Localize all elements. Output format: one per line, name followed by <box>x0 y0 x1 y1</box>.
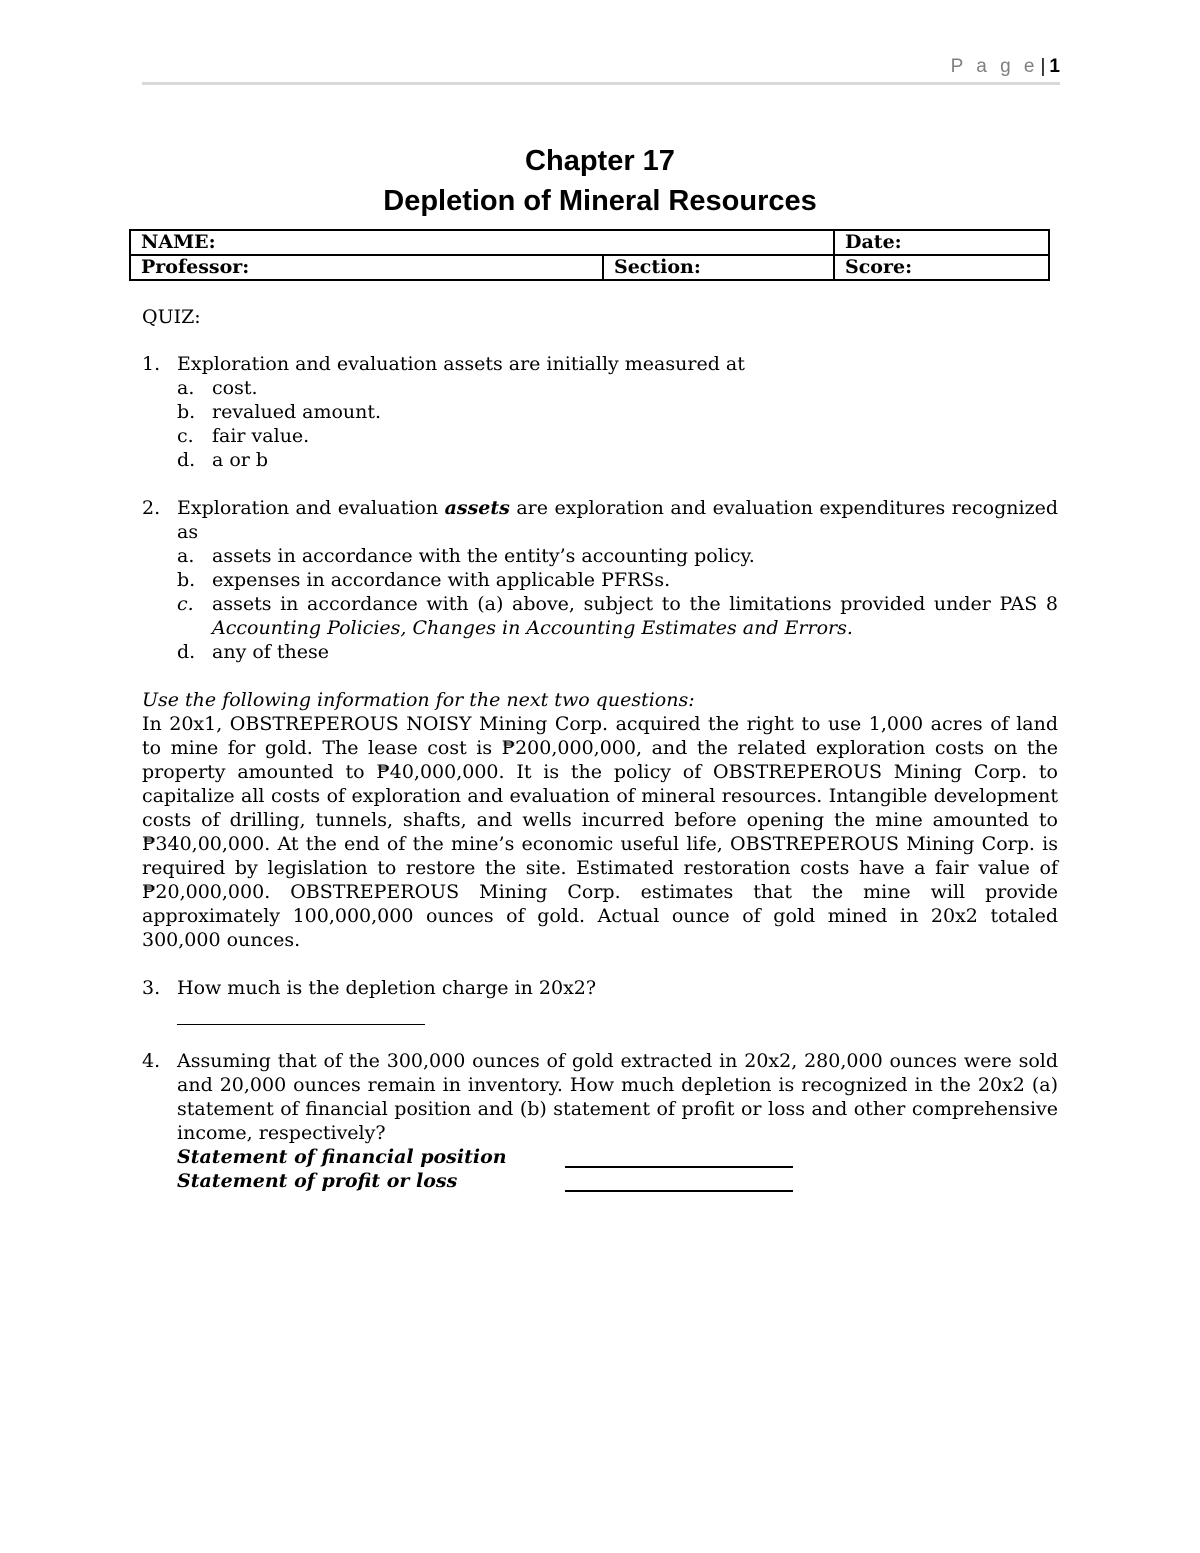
name-field[interactable]: NAME: <box>130 230 834 255</box>
option-letter: c. <box>177 593 194 615</box>
option-text: cost. <box>212 377 258 399</box>
option-b[interactable] <box>177 400 1058 424</box>
answer-line[interactable] <box>565 1190 793 1192</box>
question-text: Exploration and evaluation assets are initially measured at <box>177 353 745 375</box>
professor-field[interactable]: Professor: <box>130 255 603 280</box>
option-letter: b. <box>177 569 196 591</box>
score-field[interactable]: Score: <box>834 255 1049 280</box>
answer-line[interactable] <box>177 1000 425 1025</box>
question-1-options <box>142 376 1058 472</box>
option-italic-text: Accounting Policies, Changes in Accounting Estimates and Errors. <box>212 617 853 639</box>
option-b[interactable] <box>177 568 1058 592</box>
option-text: fair value. <box>212 425 310 447</box>
option-text: assets in accordance with (a) above, subject to the limitations provided under PAS 8 <box>212 593 1058 615</box>
info-paragraph: In 20x1, OBSTREPEROUS NOISY Mining Corp. acquired the right to use 1,000 acres of land to mine for gold. The lease cost is ₱200,000,000, and the related exploration costs on the property amounted to ₱40,000,000. It is the policy of OBSTREPEROUS Mining Corp. to capitalize all costs of exploration and evaluation of mineral resources. Intangible development costs of drilling, tunnels, shafts, and wells incurred before opening the mine amounted to ₱340,00,000. At the end of the mine’s economic useful life, OBSTREPEROUS Mining Corp. is required by legislation to restore the site. Estimated restoration costs have a fair value of ₱20,000,000. OBSTREPEROUS Mining Corp. estimates that the mine will provide approximately 100,000,000 ounces of gold. Actual ounce of gold mined in 20x2 totaled 300,000 ounces. <box>142 713 1058 951</box>
option-a[interactable] <box>177 376 1058 400</box>
page-header <box>142 56 1060 85</box>
option-c[interactable] <box>177 592 1058 640</box>
question-text-after: are exploration and evaluation expenditures recognized as <box>177 497 1058 543</box>
chapter-subject: Depletion of Mineral Resources <box>383 185 817 217</box>
option-c[interactable] <box>177 424 1058 448</box>
option-text: any of these <box>212 641 329 663</box>
question-4 <box>142 1049 1058 1145</box>
info-heading: Use the following information for the next two questions: <box>142 689 695 711</box>
option-text: a or b <box>212 449 269 471</box>
option-letter: d. <box>177 449 196 471</box>
question-number: 1. <box>142 353 161 375</box>
statement-label: Statement of profit or loss <box>177 1170 458 1192</box>
question-number: 2. <box>142 497 161 519</box>
option-d[interactable] <box>177 448 1058 472</box>
option-letter: d. <box>177 641 196 663</box>
question-1 <box>142 352 1058 376</box>
question-text: How much is the depletion charge in 20x2? <box>177 977 597 999</box>
student-info-table <box>129 229 1050 281</box>
page-label: P a g e <box>950 56 1039 77</box>
page-number: 1 <box>1049 56 1060 77</box>
question-2-options <box>142 544 1058 664</box>
date-field[interactable]: Date: <box>834 230 1049 255</box>
question-text: Assuming that of the 300,000 ounces of gold extracted in 20x2, 280,000 ounces were sold and 20,000 ounces remain in inventory. How much depletion is recognized in the 20x2 (a) statement of financial position and (b) statement of profit or loss and other comprehensive income, respectively? <box>177 1050 1058 1144</box>
question-3 <box>142 976 1058 1000</box>
page-separator: | <box>1040 56 1046 77</box>
statement-profit-loss-row <box>142 1169 1058 1193</box>
question-emphasis: assets <box>444 497 510 519</box>
option-letter: c. <box>177 425 194 447</box>
option-letter: a. <box>177 545 195 567</box>
option-text: revalued amount. <box>212 401 382 423</box>
option-d[interactable] <box>177 640 1058 664</box>
option-letter: b. <box>177 401 196 423</box>
question-2 <box>142 496 1058 544</box>
question-number: 3. <box>142 977 161 999</box>
option-a[interactable] <box>177 544 1058 568</box>
option-text: expenses in accordance with applicable PFRSs. <box>212 569 671 591</box>
quiz-content <box>142 352 1058 1193</box>
section-field[interactable]: Section: <box>603 255 834 280</box>
question-number: 4. <box>142 1050 161 1072</box>
option-text: assets in accordance with the entity’s accounting policy. <box>212 545 755 567</box>
quiz-label: QUIZ: <box>142 306 201 328</box>
statement-label: Statement of financial position <box>177 1146 507 1168</box>
question-text-before: Exploration and evaluation <box>177 497 445 519</box>
option-letter: a. <box>177 377 195 399</box>
answer-line[interactable] <box>565 1166 793 1168</box>
statement-financial-position-row <box>142 1145 1058 1169</box>
chapter-title: Chapter 17 <box>525 145 675 177</box>
